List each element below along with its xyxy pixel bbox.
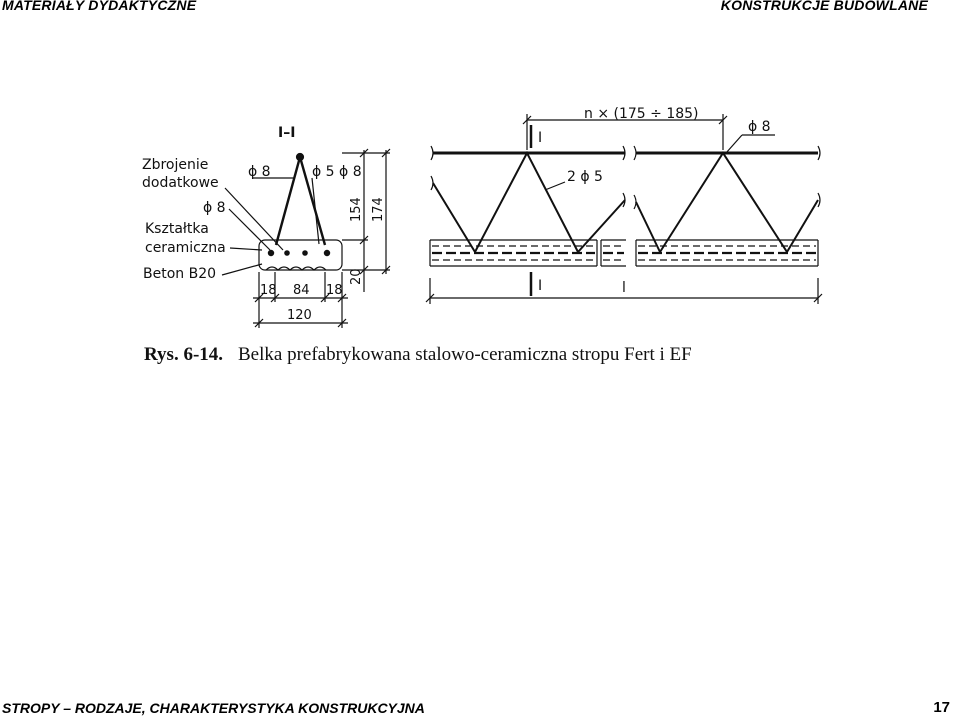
- dim-20: 20: [349, 268, 364, 285]
- label-reinforcement-line2: dodatkowe: [142, 175, 219, 191]
- dim-120: 120: [287, 308, 312, 323]
- dim-18-left: 18: [260, 283, 277, 298]
- label-two-phi5: 2 ϕ 5: [567, 169, 603, 185]
- section-mark-bottom: I: [538, 278, 543, 294]
- section-mark-top: I: [538, 130, 543, 146]
- dim-84: 84: [293, 283, 310, 298]
- label-ceramic-line1: Kształtka: [145, 221, 209, 237]
- dim-174: 174: [371, 197, 386, 222]
- length-mark: l: [622, 280, 626, 296]
- caption-number: Rys. 6-14.: [144, 344, 224, 365]
- page-number: 17: [933, 699, 950, 716]
- dim-154: 154: [349, 197, 364, 222]
- label-spacing: n × (175 ÷ 185): [584, 106, 699, 122]
- label-phi8-top: ϕ 8: [748, 119, 771, 135]
- header-left-title: MATERIAŁY DYDAKTYCZNE: [2, 0, 197, 13]
- longitudinal-view: [426, 114, 822, 304]
- footer-title: STROPY – RODZAJE, CHARAKTERYSTYKA KONSTRUKCYJNA: [2, 700, 425, 716]
- label-ceramic-line2: ceramiczna: [145, 240, 226, 256]
- section-title: I–I: [278, 125, 296, 141]
- label-concrete: Beton B20: [143, 266, 217, 282]
- header-right-title: KONSTRUKCJE BUDOWLANE: [720, 0, 928, 13]
- label-reinforcement-line1: Zbrojenie: [142, 157, 209, 173]
- label-phi8-left: ϕ 8: [248, 164, 271, 180]
- dim-18-right: 18: [326, 283, 343, 298]
- label-phi5-phi8: ϕ 5 ϕ 8: [312, 164, 362, 180]
- label-phi8-mid: ϕ 8: [203, 200, 226, 216]
- caption-text: Belka prefabrykowana stalowo-ceramiczna stropu Fert i EF: [238, 344, 692, 365]
